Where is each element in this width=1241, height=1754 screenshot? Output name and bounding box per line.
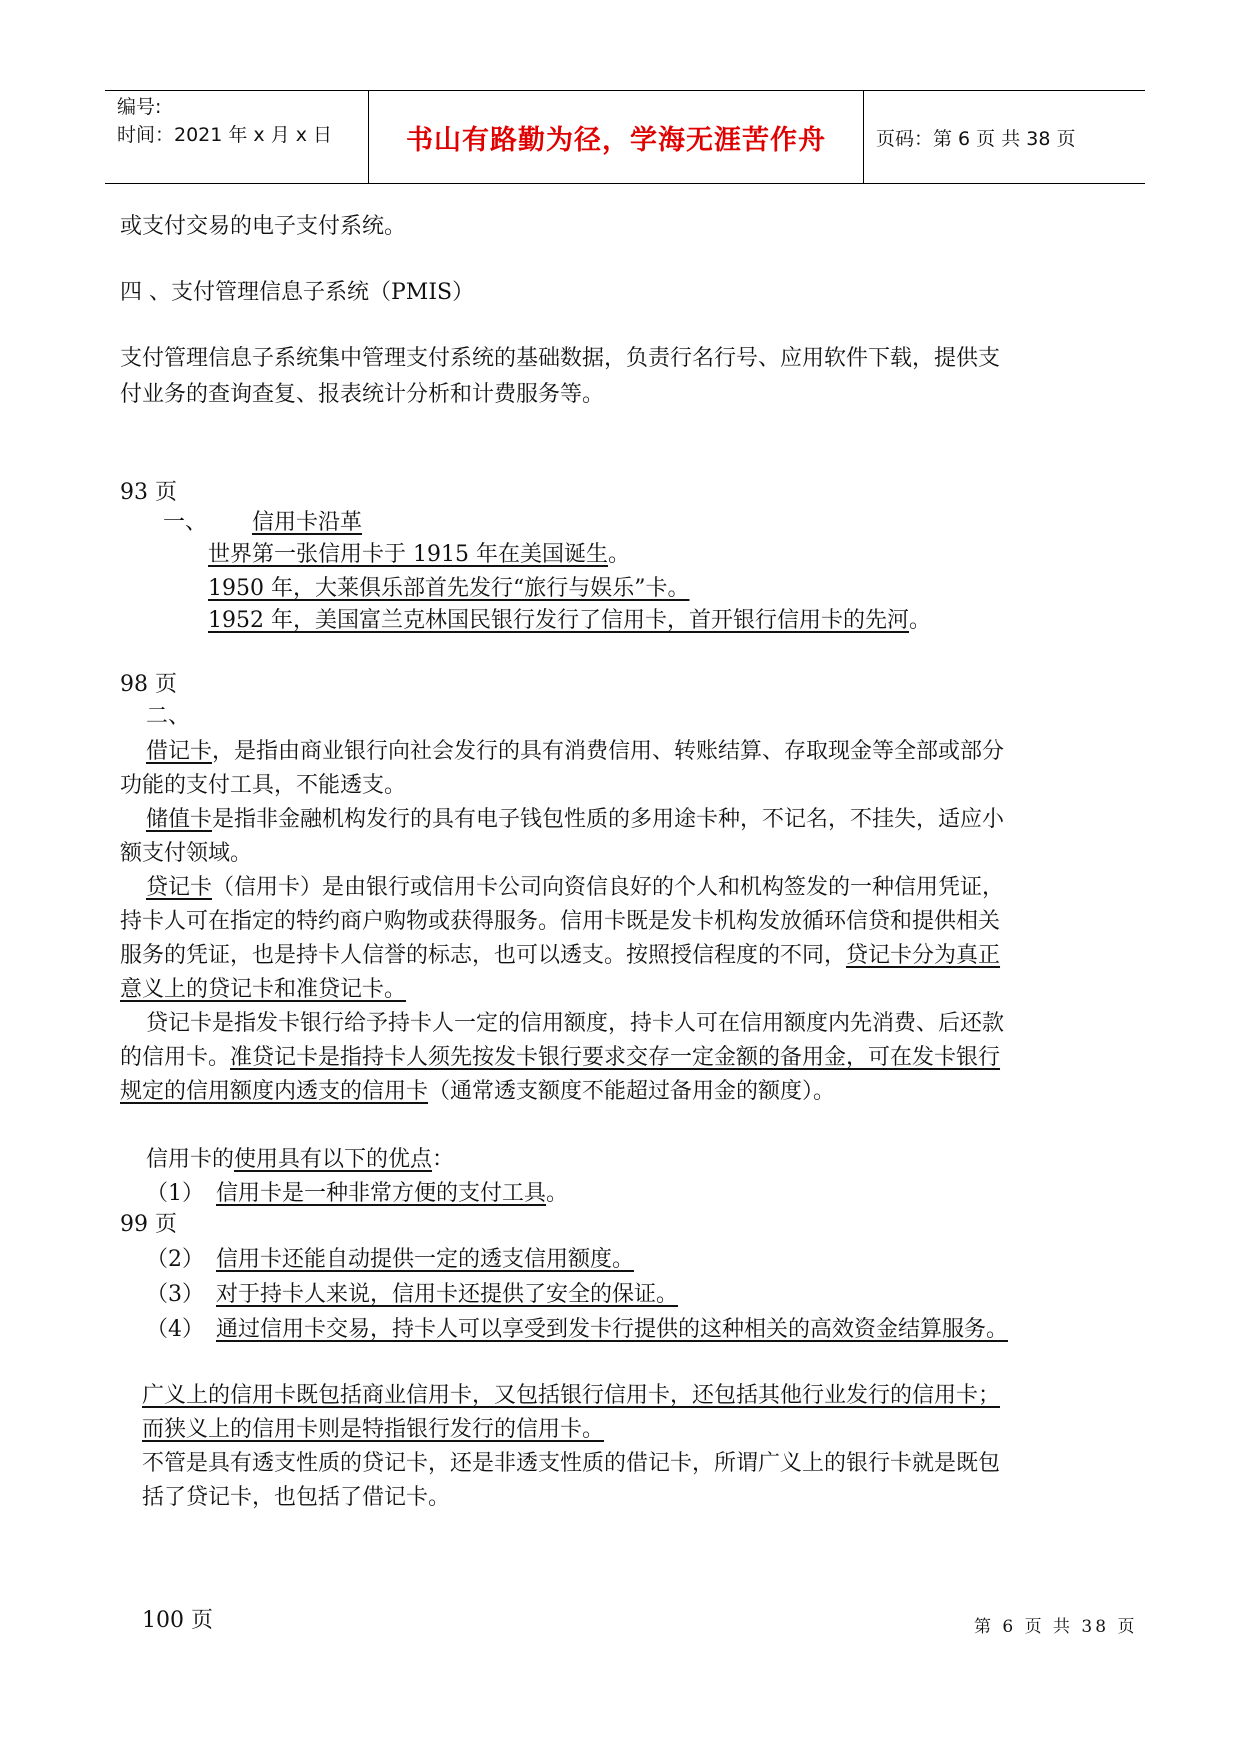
- advantage-number: （4）: [146, 1317, 204, 1342]
- underlined-text: 使用具有以下的优点: [234, 1147, 433, 1172]
- definition-text: ，是指由商业银行向社会发行的具有消费信用、转账结算、存取现金等全部或部分: [212, 739, 1005, 764]
- number-label: 编号:: [117, 96, 162, 118]
- history-text: 1952 年，美国富兰克林国民银行发行了信用卡，首开银行信用卡的先河: [208, 608, 909, 633]
- time-label: 时间：2021 年 x 月 x 日: [117, 124, 333, 146]
- advantage-number: （2）: [146, 1247, 204, 1272]
- underlined-text: 贷记卡分为真正: [846, 943, 1001, 968]
- header-table: [105, 90, 1145, 184]
- paragraph-line: 额支付领域。: [120, 841, 253, 866]
- header-page-label: 页码：第 6 页 共 38 页: [876, 127, 1076, 150]
- paragraph-text: 信用卡的: [146, 1147, 235, 1172]
- advantage-number: （1）: [146, 1181, 204, 1206]
- debit-card-line: [146, 737, 1004, 767]
- term-debit-card: 借记卡: [146, 739, 213, 764]
- term-stored-value-card: 储值卡: [146, 807, 213, 832]
- paragraph-text: 的信用卡。: [120, 1045, 231, 1070]
- stored-value-card-line: [146, 805, 1004, 835]
- term-credit-card: 贷记卡: [146, 875, 213, 900]
- paragraph-line: [120, 1043, 1000, 1073]
- paragraph-line: 而狭义上的信用卡则是特指银行发行的信用卡。: [142, 1417, 605, 1442]
- history-punct: 。: [908, 608, 931, 633]
- page-ref-100: 100 页: [142, 1608, 213, 1633]
- advantage-number: （3）: [146, 1282, 204, 1307]
- section-number: 一、: [163, 510, 208, 535]
- advantage-item: 信用卡还能自动提供一定的透支信用额度。: [216, 1247, 635, 1272]
- header-info-cell: [105, 91, 369, 183]
- underlined-text: 规定的信用额度内透支的信用卡: [120, 1079, 429, 1104]
- paragraph-line: 广义上的信用卡既包括商业信用卡，又包括银行信用卡，还包括其他行业发行的信用卡；: [142, 1383, 1001, 1408]
- advantages-intro: [146, 1145, 454, 1175]
- advantage-item: 对于持卡人来说，信用卡还提供了安全的保证。: [216, 1282, 679, 1307]
- paragraph-line: 贷记卡是指发卡银行给予持卡人一定的信用额度，持卡人可在信用额度内先消费、后还款: [146, 1011, 1005, 1036]
- section-number: 二、: [146, 704, 191, 729]
- underlined-text: 信用卡是一种非常方便的支付工具: [216, 1181, 547, 1206]
- paragraph-text: （通常透支额度不能超过备用金的额度）。: [428, 1079, 836, 1104]
- paragraph-line: 意义上的贷记卡和准贷记卡。: [120, 977, 407, 1002]
- section-title-credit-card-history: 信用卡沿革: [252, 510, 363, 535]
- paragraph-line: 或支付交易的电子支付系统。: [120, 214, 407, 239]
- history-punct: 。: [607, 542, 630, 567]
- paragraph-line: 支付管理信息子系统集中管理支付系统的基础数据，负责行名行号、应用软件下载，提供支: [120, 346, 1001, 371]
- section-heading-pmis: 四 、支付管理信息子系统（PMIS）: [120, 280, 475, 305]
- paragraph-text: 。: [546, 1181, 569, 1206]
- definition-text: 是指非金融机构发行的具有电子钱包性质的多用途卡种，不记名，不挂失，适应小: [212, 807, 1005, 832]
- footer-page-number: 第 6 页 共 38 页: [974, 1617, 1138, 1637]
- advantage-item: [216, 1179, 568, 1209]
- underlined-text: 准贷记卡是指持卡人须先按发卡银行要求交存一定金额的备用金，可在发卡银行: [230, 1045, 1001, 1070]
- page-ref-93: 93 页: [120, 480, 177, 505]
- definition-text: （信用卡）是由银行或信用卡公司向资信良好的个人和机构签发的一种信用凭证，: [212, 875, 1005, 900]
- paragraph-line: 持卡人可在指定的特约商户购物或获得服务。信用卡既是发卡机构发放循环信贷和提供相关: [120, 909, 1001, 934]
- advantage-item: 通过信用卡交易，持卡人可以享受到发卡行提供的这种相关的高效资金结算服务。: [216, 1317, 1009, 1342]
- paragraph-line: 括了贷记卡，也包括了借记卡。: [142, 1485, 451, 1510]
- paragraph-line: [120, 1077, 835, 1107]
- history-text: 世界第一张信用卡于 1915 年在美国诞生: [208, 542, 608, 567]
- paragraph-line: 功能的支付工具，不能透支。: [120, 773, 407, 798]
- paragraph-text: ：: [432, 1147, 455, 1172]
- header-motto: 书山有路勤为径，学海无涯苦作舟: [369, 91, 864, 183]
- credit-card-line: [146, 873, 1004, 903]
- paragraph-line: 不管是具有透支性质的贷记卡，还是非透支性质的借记卡，所谓广义上的银行卡就是既包: [142, 1451, 1001, 1476]
- paragraph-text: 服务的凭证，也是持卡人信誉的标志，也可以透支。按照授信程度的不同，: [120, 943, 847, 968]
- paragraph-line: 付业务的查询查复、报表统计分析和计费服务等。: [120, 382, 605, 407]
- paragraph-line: [120, 941, 1000, 971]
- page-ref-99: 99 页: [120, 1212, 177, 1237]
- history-item: 1950 年，大莱俱乐部首先发行“旅行与娱乐”卡。: [208, 576, 690, 601]
- page-ref-98: 98 页: [120, 672, 177, 697]
- history-item: [208, 540, 630, 570]
- history-item: [208, 606, 931, 636]
